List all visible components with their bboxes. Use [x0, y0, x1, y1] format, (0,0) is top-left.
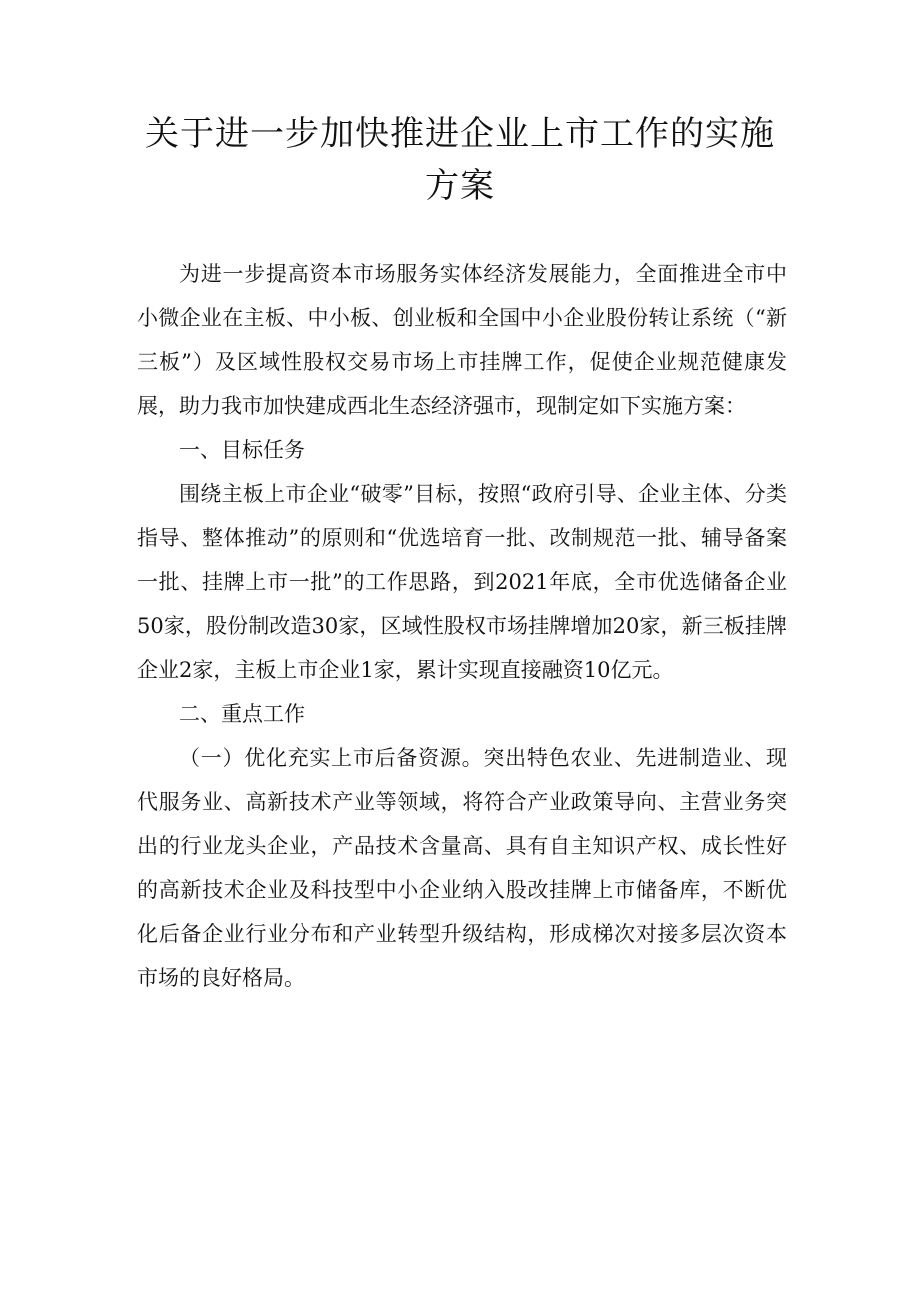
document-title-line-1: 关于进一步加快推进企业上市工作的实施	[145, 114, 775, 154]
document-title-line-2: 方案	[425, 166, 495, 206]
section-heading-targets: 一、目标任务	[179, 438, 305, 462]
section-heading-key-work: 二、重点工作	[179, 702, 305, 726]
paragraph-intro: 为进一步提高资本市场服务实体经济发展能力，全面推进全市中小微企业在主板、中小板、创业板和全国中小企业股份转让系统（“新三板”）及区域性股权交易市场上市挂牌工作，促使企业规范健康发展，助力我市加快建成西北生态经济强市，现制定如下实施方案：	[137, 262, 787, 418]
paragraph-key-work-1: （一）优化充实上市后备资源。突出特色农业、先进制造业、现代服务业、高新技术产业等领域，将符合产业政策导向、主营业务突出的行业龙头企业，产品技术含量高、具有自主知识产权、成长性好的高新技术企业及科技型中小企业纳入股改挂牌上市储备库，不断优化后备企业行业分布和产业转型升级结构，形成梯次对接多层次资本市场的良好格局。	[137, 746, 787, 990]
paragraph-targets: 围绕主板上市企业“破零”目标，按照“政府引导、企业主体、分类指导、整体推动”的原则和“优选培育一批、改制规范一批、辅导备案一批、挂牌上市一批”的工作思路，到2021年底，全市优选储备企业50家，股份制改造30家，区域性股权市场挂牌增加20家，新三板挂牌企业2家，主板上市企业1家，累计实现直接融资10亿元。	[137, 482, 787, 682]
document-body	[137, 252, 787, 1000]
document-title	[120, 108, 800, 212]
